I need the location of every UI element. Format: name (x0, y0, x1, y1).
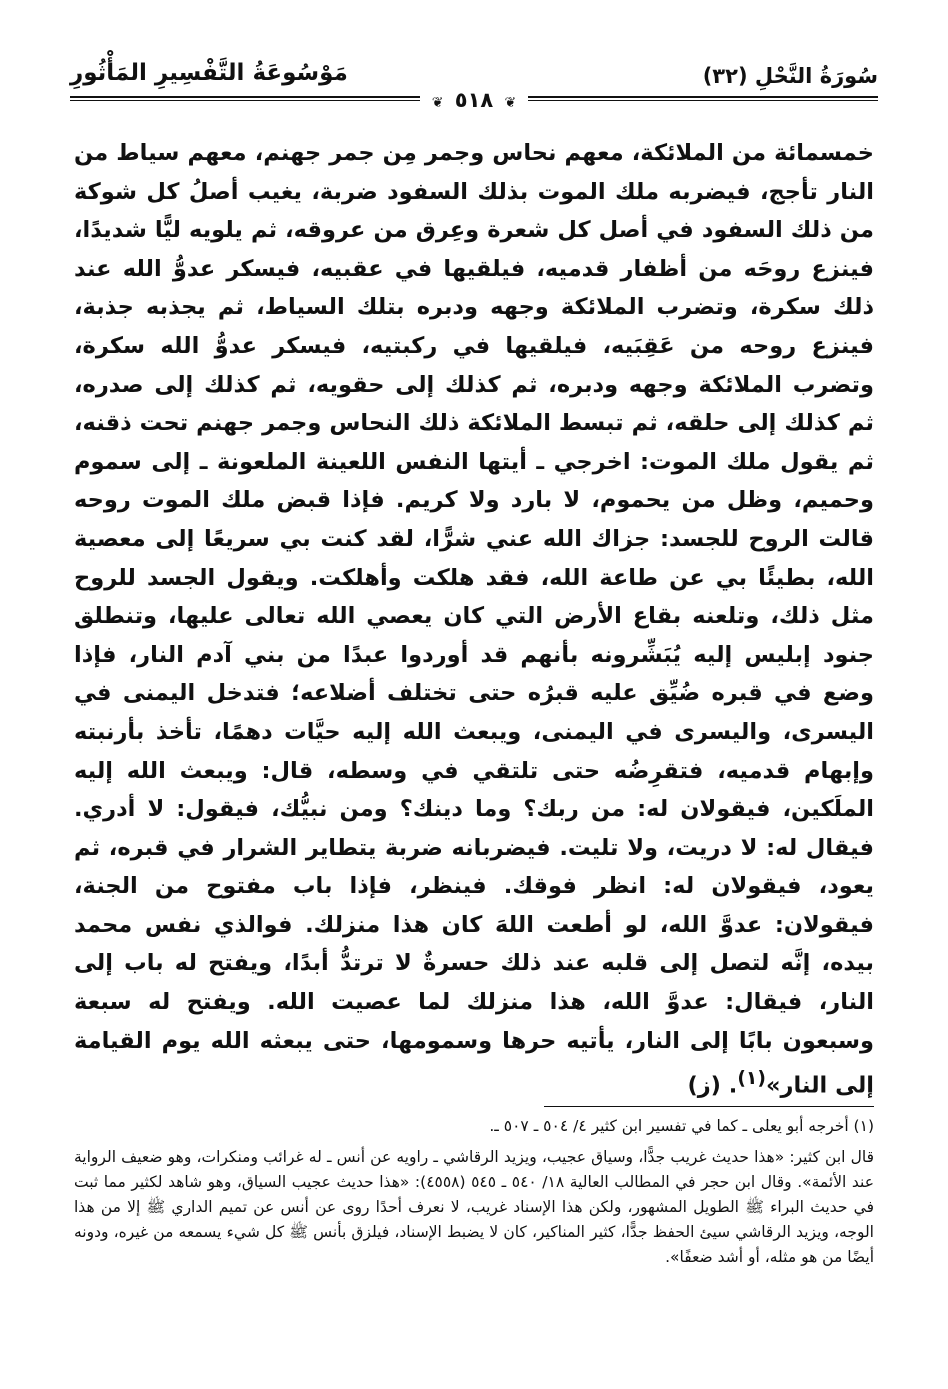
footnote-ref: (١) (737, 1068, 766, 1090)
page-number: ٥١٨ (454, 88, 494, 112)
footnote-1-comment: قال ابن كثير: «هذا حديث غريب جدًّا، وسياق عجيب، ويزيد الرقاشي ـ راويه عن أنس ـ له غرائب ومنكرات، وهو ضعيف الرواية عند الأئمة». وقال ابن حجر في المطالب العالية ١٨/ ٥٤٠ ـ ٥٤٥ (٤٥٥٨): «هذا حديث عجيب السياق، وهو شاهد لكثير مما ثبت في حديث البراء ﷺ الطويل المشهور، ولكن هذا الإسناد غريب، لا نعرف أحدًا روى عن أنس عن تميم الداري ﷺ إلا من هذا الوجه، ويزيد الرقاشي سيئ الحفظ جدًّا، كثير المناكير، كان لا يضبط الإسناد، فيلزق بأنس ﷺ كل شيء يسمعه من غيره، ودونه أيضًا من هو مثله، أو أشد ضعفًا». (74, 1148, 874, 1266)
footnote-rule (544, 1106, 874, 1107)
page-number-area (0, 88, 948, 112)
footnotes (74, 1114, 874, 1276)
paragraph-text: خمسمائة من الملائكة، معهم نحاس وجمر مِن جمر جهنم، معهم سياط من النار تأجج، فيضربه ملك الموت بذلك السفود ضربة، يغيب أصلُ كل شوكة من ذلك السفود في أصل كل شعرة وعِرق من عروقه، ثم يلويه ليًّا شديدًا، فينزع روحَه من أظفار قدميه، فيلقيها في عقبيه، فيسكر عدوُّ الله عند ذلك سكرة، وتضرب الملائكة وجهه ودبره بتلك السياط، ثم يجذبه جذبة، فينزع روحه من عَقِبَيه، فيلقيها في ركبتيه، فيسكر عدوُّ الله سكرة، وتضرب الملائكة وجهه ودبره، ثم كذلك إلى حقويه، ثم كذلك إلى صدره، ثم كذلك إلى حلقه، ثم تبسط الملائكة ذلك النحاس وجمر جهنم تحت ذقنه، ثم يقول ملك الموت: اخرجي ـ أيتها النفس اللعينة الملعونة ـ إلى سموم وحميم، وظل من يحموم، لا بارد ولا كريم. فإذا قبض ملك الموت روحه قالت الروح للجسد: جزاك الله عني شرًّا، لقد كنت بي سريعًا إلى معصية الله، بطيئًا بي عن طاعة الله، فقد هلكت وأهلكت. ويقول الجسد للروح مثل ذلك، وتلعنه بقاع الأرض التي كان يعصي الله تعالى عليها، وتنطلق جنود إبليس إليه يُبَشِّرونه بأنهم قد أوردوا عبدًا من بني آدم النار، فإذا وضع في قبره ضُيِّق عليه قبرُه حتى تختلف أضلاعه؛ فتدخل اليمنى في اليسرى، واليسرى في اليمنى، ويبعث الله إليه حيَّات دهمًا، تأخذ بأرنبته وإبهام قدميه، فتقرِضُه حتى تلتقي في وسطه، قال: ويبعث الله إليه الملَكين، فيقولان له: من ربك؟ وما دينك؟ ومن نبيُّك، فيقول: لا أدري. فيقال له: لا دريت، ولا تليت. فيضربانه ضربة يتطاير الشرار في قبره، ثم يعود، فيقولان له: انظر فوقك. فينظر، فإذا باب مفتوح من الجنة، فيقولان: عدوَّ الله، لو أطعت اللهَ كان هذا منزلك. فوالذي نفس محمد بيده، إنَّه لتصل إلى قلبه عند ذلك حسرةٌ لا ترتدُّ أبدًا، ويفتح له باب إلى النار، فيقال: عدوَّ الله، هذا منزلك لما عصيت الله. ويفتح له سبعة وسبعون بابًا إلى النار، يأتيه حرها وسمومها، حتى يبعثه الله يوم القيامة إلى النار» (74, 140, 874, 1099)
main-paragraph (74, 134, 874, 1105)
surah-title: سُورَةُ النَّحْلِ (٣٢) (702, 64, 878, 88)
footnote-1: (١) أخرجه أبو يعلى ـ كما في تفسير ابن كثير ٤/ ٥٠٤ ـ ٥٠٧ ـ. (489, 1117, 874, 1135)
page-number-box (420, 88, 529, 112)
closing-mark: . (ز) (687, 1072, 738, 1099)
ornament-right-icon: ❦ (504, 95, 517, 111)
book-title: مَوْسُوعَةُ التَّفْسِيرِ المَأْثُورِ (70, 60, 348, 86)
ornament-left-icon: ❦ (431, 95, 444, 111)
main-text (74, 134, 874, 1105)
